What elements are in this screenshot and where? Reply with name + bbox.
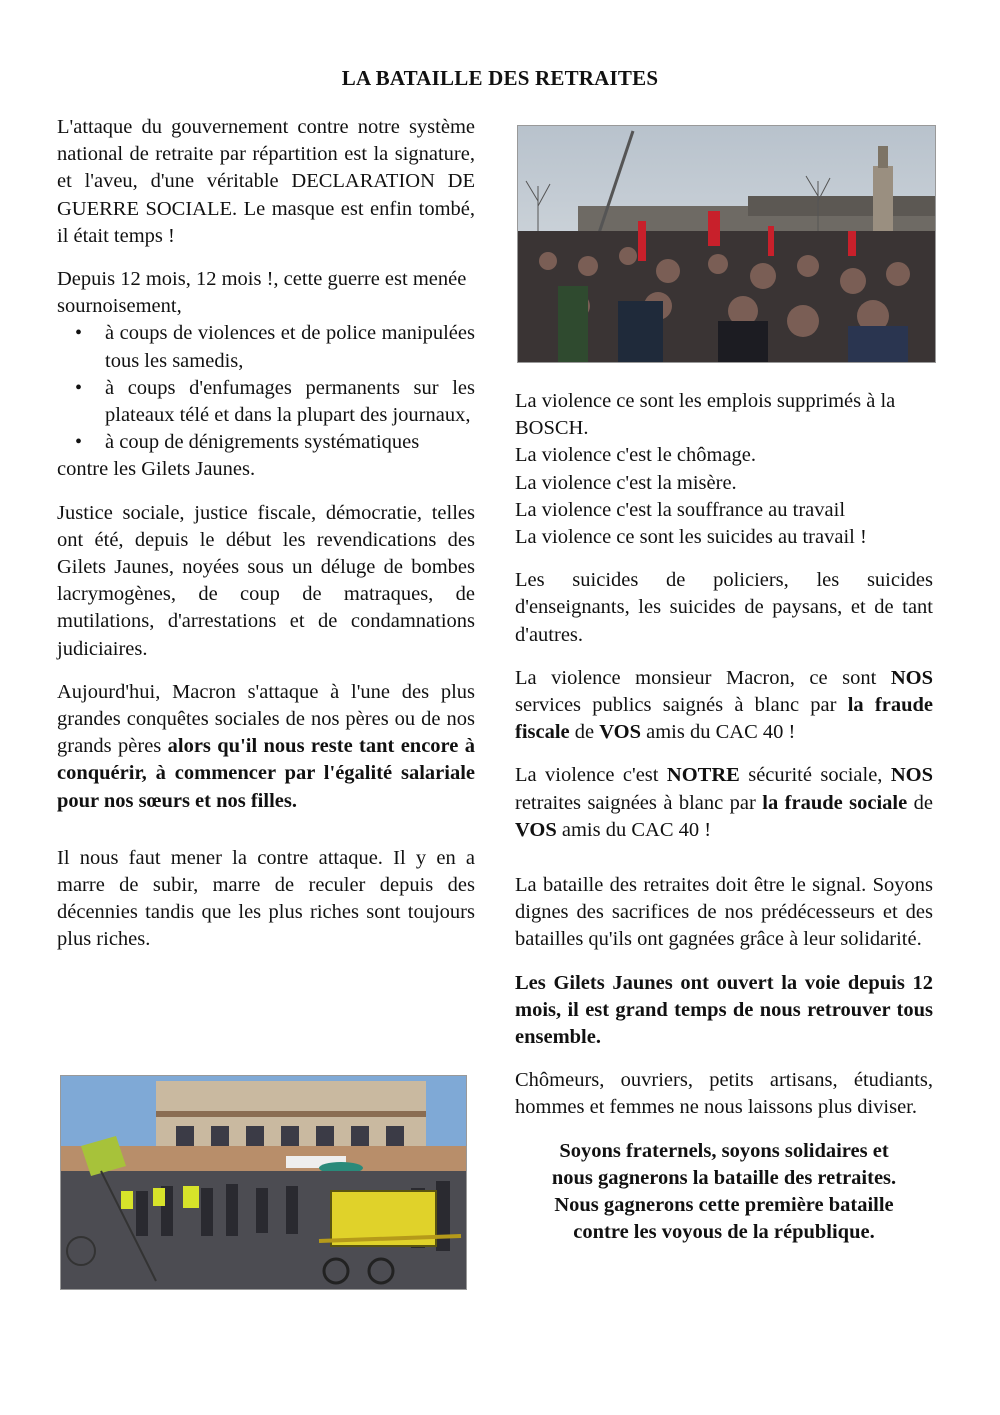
- secu-text: La violence c'est: [515, 764, 667, 787]
- secu-text: amis du CAC 40 !: [556, 818, 712, 841]
- paragraph-suicides: Les suicides de policiers, les suicides d'enseignants, les suicides de paysans, et de tant d'autres.: [515, 569, 933, 646]
- closing-line: contre les voyous de la république.: [573, 1221, 875, 1244]
- services-text: La violence monsieur Macron, ce sont: [515, 666, 891, 689]
- closing-statement: [515, 1138, 933, 1247]
- closing-line: Nous gagnerons cette première bataille: [554, 1194, 894, 1217]
- services-bold: NOS: [890, 666, 933, 689]
- right-column: [515, 388, 933, 1246]
- secu-bold: la fraude sociale: [762, 791, 908, 814]
- services-bold: VOS: [599, 721, 642, 744]
- violence-lines: [515, 388, 933, 551]
- paragraph-counterattack: Il nous faut mener la contre attaque. Il y en a marre de subir, marre de reculer depuis des décennies tandis que les plus riches sont toujours plus riches.: [57, 846, 475, 951]
- secu-bold: NOTRE: [666, 764, 740, 787]
- war-intro: Depuis 12 mois, 12 mois !, cette guerre est menée sournoisement,: [57, 268, 467, 318]
- closing-line: nous gagnerons la bataille des retraites.: [551, 1166, 897, 1189]
- paragraph-chomeurs: Chômeurs, ouvriers, petits artisans, étudiants, hommes et femmes ne nous laissons plus diviser.: [515, 1069, 933, 1119]
- paragraph-services: [515, 665, 933, 747]
- paragraph-justice: Justice sociale, justice fiscale, démocratie, telles ont été, depuis le début les revendications des Gilets Jaunes, noyées sous un déluge de bombes lacrymogènes, de coup de matraques, de mutilations, d'arrestations et de condamnations judiciaires.: [57, 501, 475, 660]
- services-text: amis du CAC 40 !: [641, 721, 796, 744]
- violence-line: La violence c'est la misère.: [515, 471, 737, 494]
- services-text: de: [569, 721, 600, 744]
- paragraph-war: [57, 266, 475, 484]
- services-bold: la fraude fiscale: [515, 694, 933, 744]
- list-item: • à coups d'enfumages permanents sur les plateaux télé et dans la plupart des journaux,: [105, 375, 475, 429]
- secu-text: de: [907, 791, 933, 814]
- list-item: • à coups de violences et de police manipulées tous les samedis,: [105, 320, 475, 374]
- war-end: contre les Gilets Jaunes.: [57, 458, 256, 481]
- page-title: LA BATAILLE DES RETRAITES: [341, 66, 659, 90]
- paragraph-gilets: Les Gilets Jaunes ont ouvert la voie depuis 12 mois, il est grand temps de nous retrouver tous ensemble.: [515, 971, 933, 1049]
- secu-text: retraites saignées à blanc par: [515, 791, 763, 814]
- violence-line: La violence ce sont les emplois supprimés à la BOSCH.: [515, 390, 896, 440]
- closing-line: Soyons fraternels, soyons solidaires et: [559, 1139, 889, 1162]
- paragraph-signal: La bataille des retraites doit être le signal. Soyons dignes des sacrifices de nos prédécesseurs et des batailles qu'ils ont gagnées grâce à leur solidarité.: [515, 874, 933, 951]
- secu-bold: VOS: [515, 818, 557, 841]
- violence-line: La violence c'est le chômage.: [515, 444, 757, 467]
- violence-line: La violence c'est la souffrance au travail: [515, 498, 846, 521]
- secu-bold: NOS: [890, 764, 933, 787]
- violence-line: La violence ce sont les suicides au travail !: [515, 526, 867, 549]
- secu-text: sécurité sociale,: [739, 764, 891, 787]
- paragraph-macron: [57, 679, 475, 815]
- left-column: [57, 114, 475, 970]
- services-text: services publics saignés à blanc par: [515, 694, 848, 717]
- station-gathering-photo: [60, 1075, 467, 1290]
- list-item: • à coup de dénigrements systématiques: [105, 429, 475, 456]
- demonstration-crowd-photo: [517, 125, 936, 363]
- macron-bold-text: alors qu'il nous reste tant encore à conquérir, à commencer par l'égalité salariale pour nos sœurs et nos filles.: [57, 735, 475, 812]
- bullet-list: [57, 320, 475, 456]
- macron-text: Aujourd'hui, Macron s'attaque à l'une des plus grandes conquêtes sociales de nos pères ou de nos grands pères: [57, 680, 475, 758]
- paragraph-attack: L'attaque du gouvernement contre notre système national de retraite par répartition est la signature, et l'aveu, d'une véritable DECLARATION DE GUERRE SOCIALE. Le masque est enfin tombé, il était temps !: [57, 116, 475, 247]
- paragraph-secu: [515, 762, 933, 844]
